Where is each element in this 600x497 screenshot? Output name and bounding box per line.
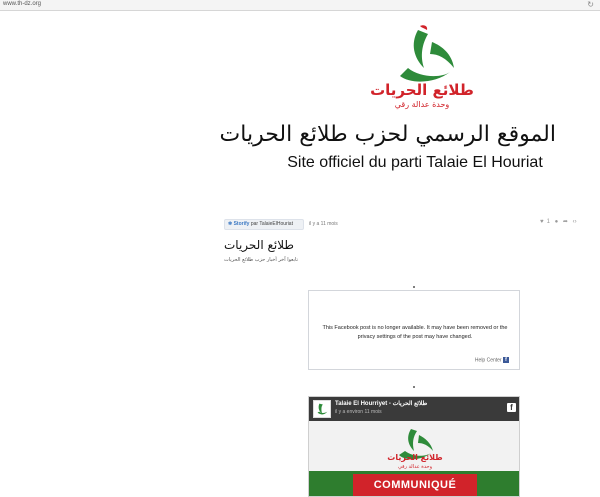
page-avatar[interactable] [313,400,331,418]
story-title: طلائع الحريات [224,238,294,252]
help-center-link[interactable] [475,357,509,363]
page-name[interactable]: Talaie El Hourriyet - طلائع الحريات [335,401,428,407]
logo-name: طلائع الحريات [370,81,474,99]
heart-icon[interactable]: ♥ [540,219,544,225]
like-count: 1 [546,219,550,225]
story-time: il y a 11 mois [309,221,338,227]
post-image[interactable] [309,421,520,497]
facebook-icon[interactable]: f [507,403,516,412]
logo-swoosh-green [400,68,450,82]
url-text[interactable]: www.th-dz.org [3,1,42,7]
facebook-icon: f [503,357,509,363]
facebook-unavailable-card [308,290,520,370]
story-actions [540,218,598,230]
logo-accent-red [420,25,427,30]
storify-icon: ✽ [228,221,233,227]
browser-url-bar[interactable] [0,0,600,11]
communique-banner: COMMUNIQUÉ [353,474,477,497]
separator-dot-2 [413,386,415,388]
storify-badge[interactable] [224,219,304,230]
post-date[interactable]: il y a environ 11 mois [335,409,382,415]
story-description: تابعوا آخر أخبار حزب طلائع الحريات [224,257,298,263]
logo-stroke-green-2 [430,42,454,68]
embed-icon[interactable]: ‹› [572,219,577,225]
page-title-french: Site officiel du parti Talaie El Houriat [287,154,543,171]
facebook-post-embed[interactable] [308,396,520,497]
storify-brand: Storify [233,221,250,227]
help-center-label[interactable]: Help Center [474,357,502,363]
logo-tagline: وحدة عدالة رقي [394,100,450,109]
facebook-unavailable-message: This Facebook post is no longer available. It may have been removed or the privacy settings of the post may have changed. [322,325,508,340]
comment-icon[interactable]: ● [554,219,559,225]
image-party-tagline: وحدة عدالة رقي [397,464,433,470]
page-title-arabic: الموقع الرسمي لحزب طلائع الحريات [219,122,556,147]
facebook-post-header [309,397,520,421]
image-party-name: طلائع الحريات [387,453,443,462]
reload-icon[interactable]: ↻ [587,0,594,9]
share-icon[interactable]: ➦ [562,219,568,225]
storify-author[interactable]: par TalaieElHouriat [250,221,293,227]
logo-stroke-green [414,30,428,68]
separator-dot [413,286,415,288]
